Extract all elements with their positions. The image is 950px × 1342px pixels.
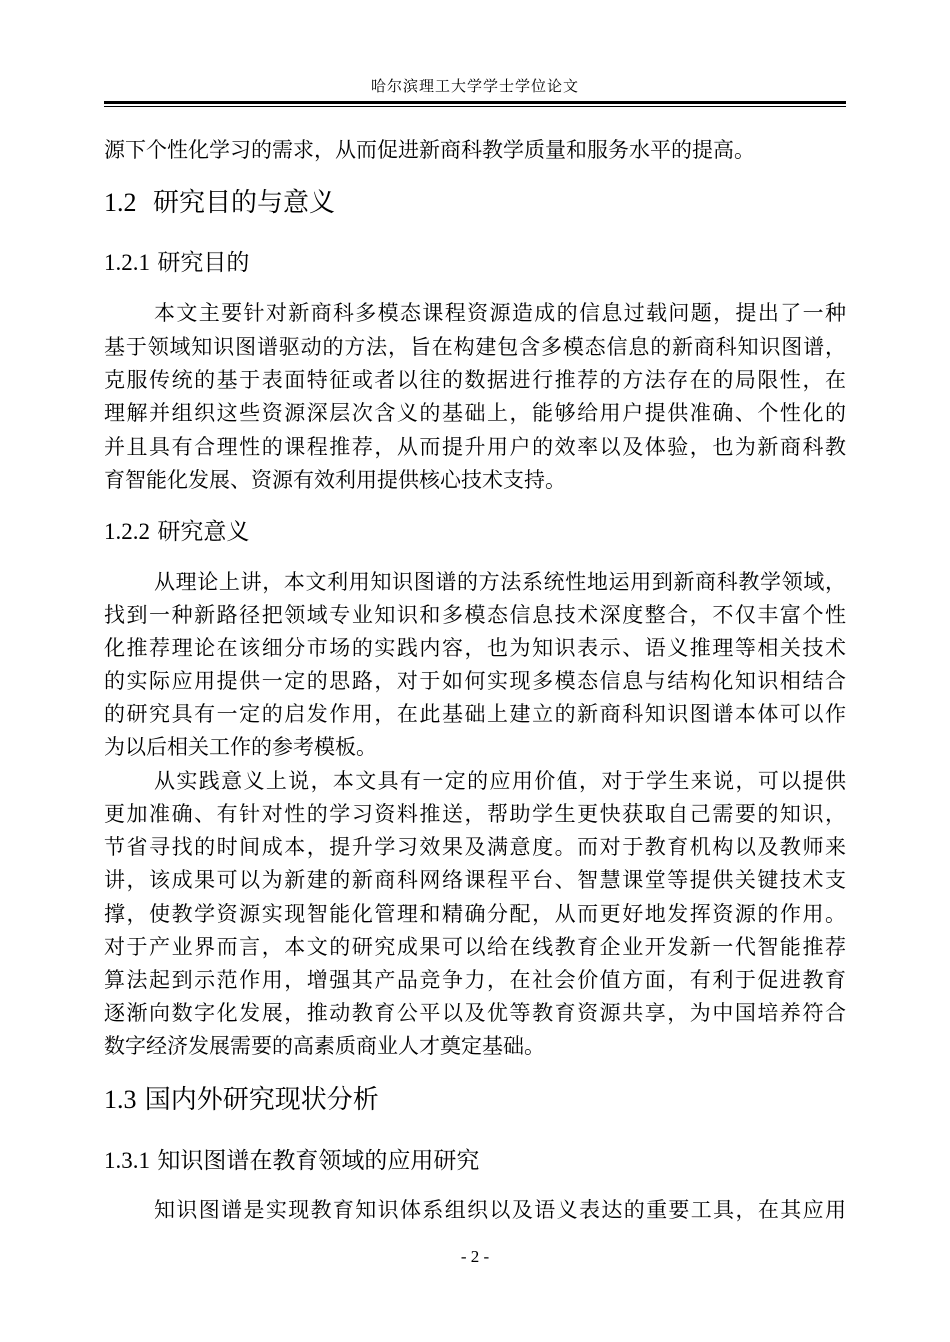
section-heading-1-2-1 [104, 247, 249, 279]
paragraph-line: 化推荐理论在该细分市场的实践内容，也为知识表示、语义推理等相关技术 [104, 636, 846, 660]
paragraph-line: 克服传统的基于表面特征或者以往的数据进行推荐的方法存在的局限性，在 [104, 368, 846, 392]
section-title: 国内外研究现状分析 [144, 1085, 379, 1115]
header-rule-thick [104, 101, 846, 104]
paragraph-line: 知识图谱是实现教育知识体系组织以及语义表达的重要工具，在其应用 [154, 1198, 846, 1222]
running-header: 哈尔滨理工大学学士学位论文 [370, 77, 579, 95]
paragraph-line: 讲，该成果可以为新建的新商科网络课程平台、智慧课堂等提供关键技术支 [104, 868, 846, 892]
section-number: 1.3 [104, 1085, 137, 1114]
paragraph-line: 从理论上讲，本文利用知识图谱的方法系统性地运用到新商科教学领域， [154, 570, 846, 594]
paragraph-line: 从实践意义上说，本文具有一定的应用价值，对于学生来说，可以提供 [154, 769, 846, 793]
section-number: 1.2.2 [104, 519, 150, 544]
paragraph-line: 找到一种新路径把领域专业知识和多模态信息技术深度整合，不仅丰富个性 [104, 603, 846, 627]
section-title: 知识图谱在教育领域的应用研究 [157, 1148, 480, 1174]
paragraph-line: 算法起到示范作用，增强其产品竞争力，在社会价值方面，有利于促进教育 [104, 968, 846, 992]
paragraph-line: 更加准确、有针对性的学习资料推送，帮助学生更快获取自己需要的知识， [104, 802, 846, 826]
paragraph-line: 基于领域知识图谱驱动的方法，旨在构建包含多模态信息的新商科知识图谱， [104, 335, 846, 359]
section-number: 1.2.1 [104, 250, 150, 275]
paragraph-line: 的研究具有一定的启发作用，在此基础上建立的新商科知识图谱本体可以作 [104, 702, 846, 726]
paragraph-line: 撑，使教学资源实现智能化管理和精确分配，从而更好地发挥资源的作用。 [104, 902, 846, 926]
section-number: 1.2 [104, 188, 137, 217]
paragraph-line: 节省寻找的时间成本，提升学习效果及满意度。而对于教育机构以及教师来 [104, 835, 846, 859]
paragraph-line: 为以后相关工作的参考模板。 [104, 735, 377, 759]
paragraph-line: 的实际应用提供一定的思路，对于如何实现多模态信息与结构化知识相结合 [104, 669, 846, 693]
section-title: 研究意义 [157, 519, 250, 545]
paragraph-line: 并且具有合理性的课程推荐，从而提升用户的效率以及体验，也为新商科教 [104, 435, 846, 459]
page-number: - 2 - [460, 1247, 490, 1266]
section-heading-1-2-2 [104, 516, 249, 548]
section-heading-1-2 [104, 185, 335, 221]
section-heading-1-3-1 [104, 1145, 479, 1177]
paragraph-line: 数字经济发展需要的高素质商业人才奠定基础。 [104, 1034, 545, 1058]
section-number: 1.3.1 [104, 1148, 150, 1173]
continuation-line: 源下个性化学习的需求，从而促进新商科教学质量和服务水平的提高。 [104, 138, 755, 162]
section-heading-1-3 [104, 1082, 379, 1118]
paragraph-line: 逐渐向数字化发展，推动教育公平以及优等教育资源共享，为中国培养符合 [104, 1001, 846, 1025]
paragraph-line: 对于产业界而言，本文的研究成果可以给在线教育企业开发新一代智能推荐 [104, 935, 846, 959]
header-rule-thin [104, 106, 846, 107]
paragraph-line: 本文主要针对新商科多模态课程资源造成的信息过载问题，提出了一种 [154, 301, 846, 325]
section-title: 研究目的与意义 [153, 188, 336, 218]
section-title: 研究目的 [157, 250, 250, 276]
paragraph-line: 理解并组织这些资源深层次含义的基础上，能够给用户提供准确、个性化的 [104, 401, 846, 425]
paragraph-line: 育智能化发展、资源有效利用提供核心技术支持。 [104, 468, 566, 492]
